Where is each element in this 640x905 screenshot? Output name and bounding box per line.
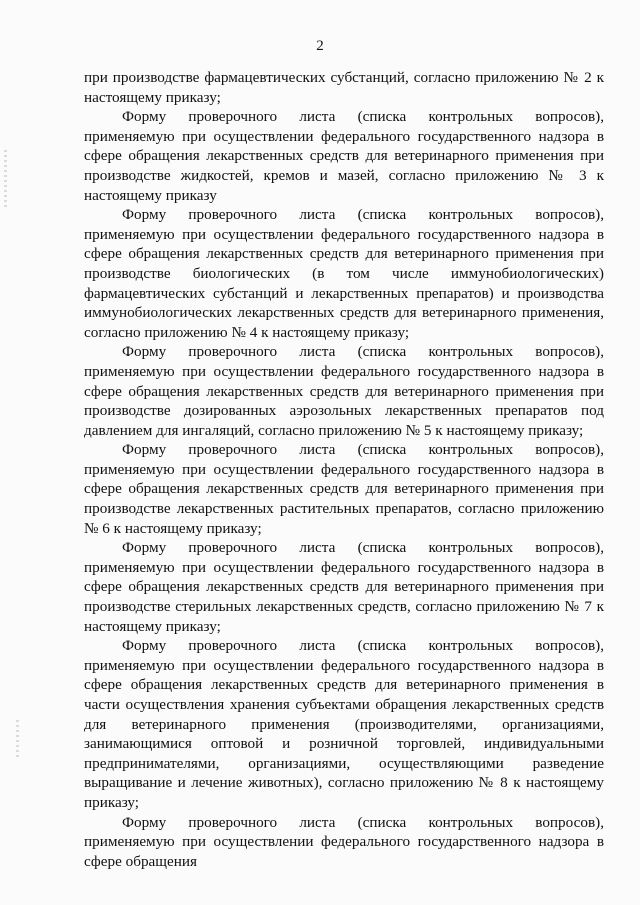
- paragraph-appendix-6: Форму проверочного листа (списка контрольных вопросов), применяемую при осуществлении федерального государственного надзора в сфере обращения лекарственных средств для ветеринарного применения при производстве лекарственных растительных препаратов, согласно приложению № 6 к настоящему приказу;: [84, 441, 604, 537]
- scan-artifact-left-bottom: [16, 720, 19, 760]
- paragraph-intro-fragment: при производстве фармацевтических субстанций, согласно приложению № 2 к настоящему приказу;: [84, 69, 604, 106]
- paragraph-appendix-5: Форму проверочного листа (списка контрольных вопросов), применяемую при осуществлении федерального государственного надзора в сфере обращения лекарственных средств для ветеринарного применения при производстве дозированных аэрозольных лекарственных препаратов под давлением для ингаляций, согласно приложению № 5 к настоящему приказу;: [84, 343, 604, 439]
- scan-artifact-left-top: [4, 150, 7, 210]
- paragraph-appendix-3: Форму проверочного листа (списка контрольных вопросов), применяемую при осуществлении федерального государственного надзора в сфере обращения лекарственных средств для ветеринарного применения при производстве жидкостей, кремов и мазей, согласно приложению № 3 к настоящему приказу: [84, 108, 604, 204]
- paragraph-appendix-8: Форму проверочного листа (списка контрольных вопросов), применяемую при осуществлении федерального государственного надзора в сфере обращения лекарственных средств для ветеринарного применения в части осуществления хранения субъектами обращения лекарственных средств для ветеринарного применения (производителями, организациями, занимающимися оптовой и розничной торговлей, индивидуальными предпринимателями, организациями, осуществляющими разведение выращивание и лечение животных), согласно приложению № 8 к настоящему приказу;: [84, 637, 604, 811]
- paragraph-continued: Форму проверочного листа (списка контрольных вопросов), применяемую при осуществлении федерального государственного надзора в сфере обращения: [84, 813, 604, 870]
- paragraph-appendix-7: Форму проверочного листа (списка контрольных вопросов), применяемую при осуществлении федерального государственного надзора в сфере обращения лекарственных средств для ветеринарного применения при производстве стерильных лекарственных средств, согласно приложению № 7 к настоящему приказу;: [84, 539, 604, 635]
- document-body: [84, 68, 604, 871]
- page-number: 2: [316, 38, 324, 54]
- paragraph-appendix-4: Форму проверочного листа (списка контрольных вопросов), применяемую при осуществлении федерального государственного надзора в сфере обращения лекарственных средств для ветеринарного применения при производстве биологических (в том числе иммунобиологических) фармацевтических субстанций и лекарственных препаратов) и производства иммунобиологических лекарственных средств для ветеринарного применения, согласно приложению № 4 к настоящему приказу;: [84, 206, 604, 341]
